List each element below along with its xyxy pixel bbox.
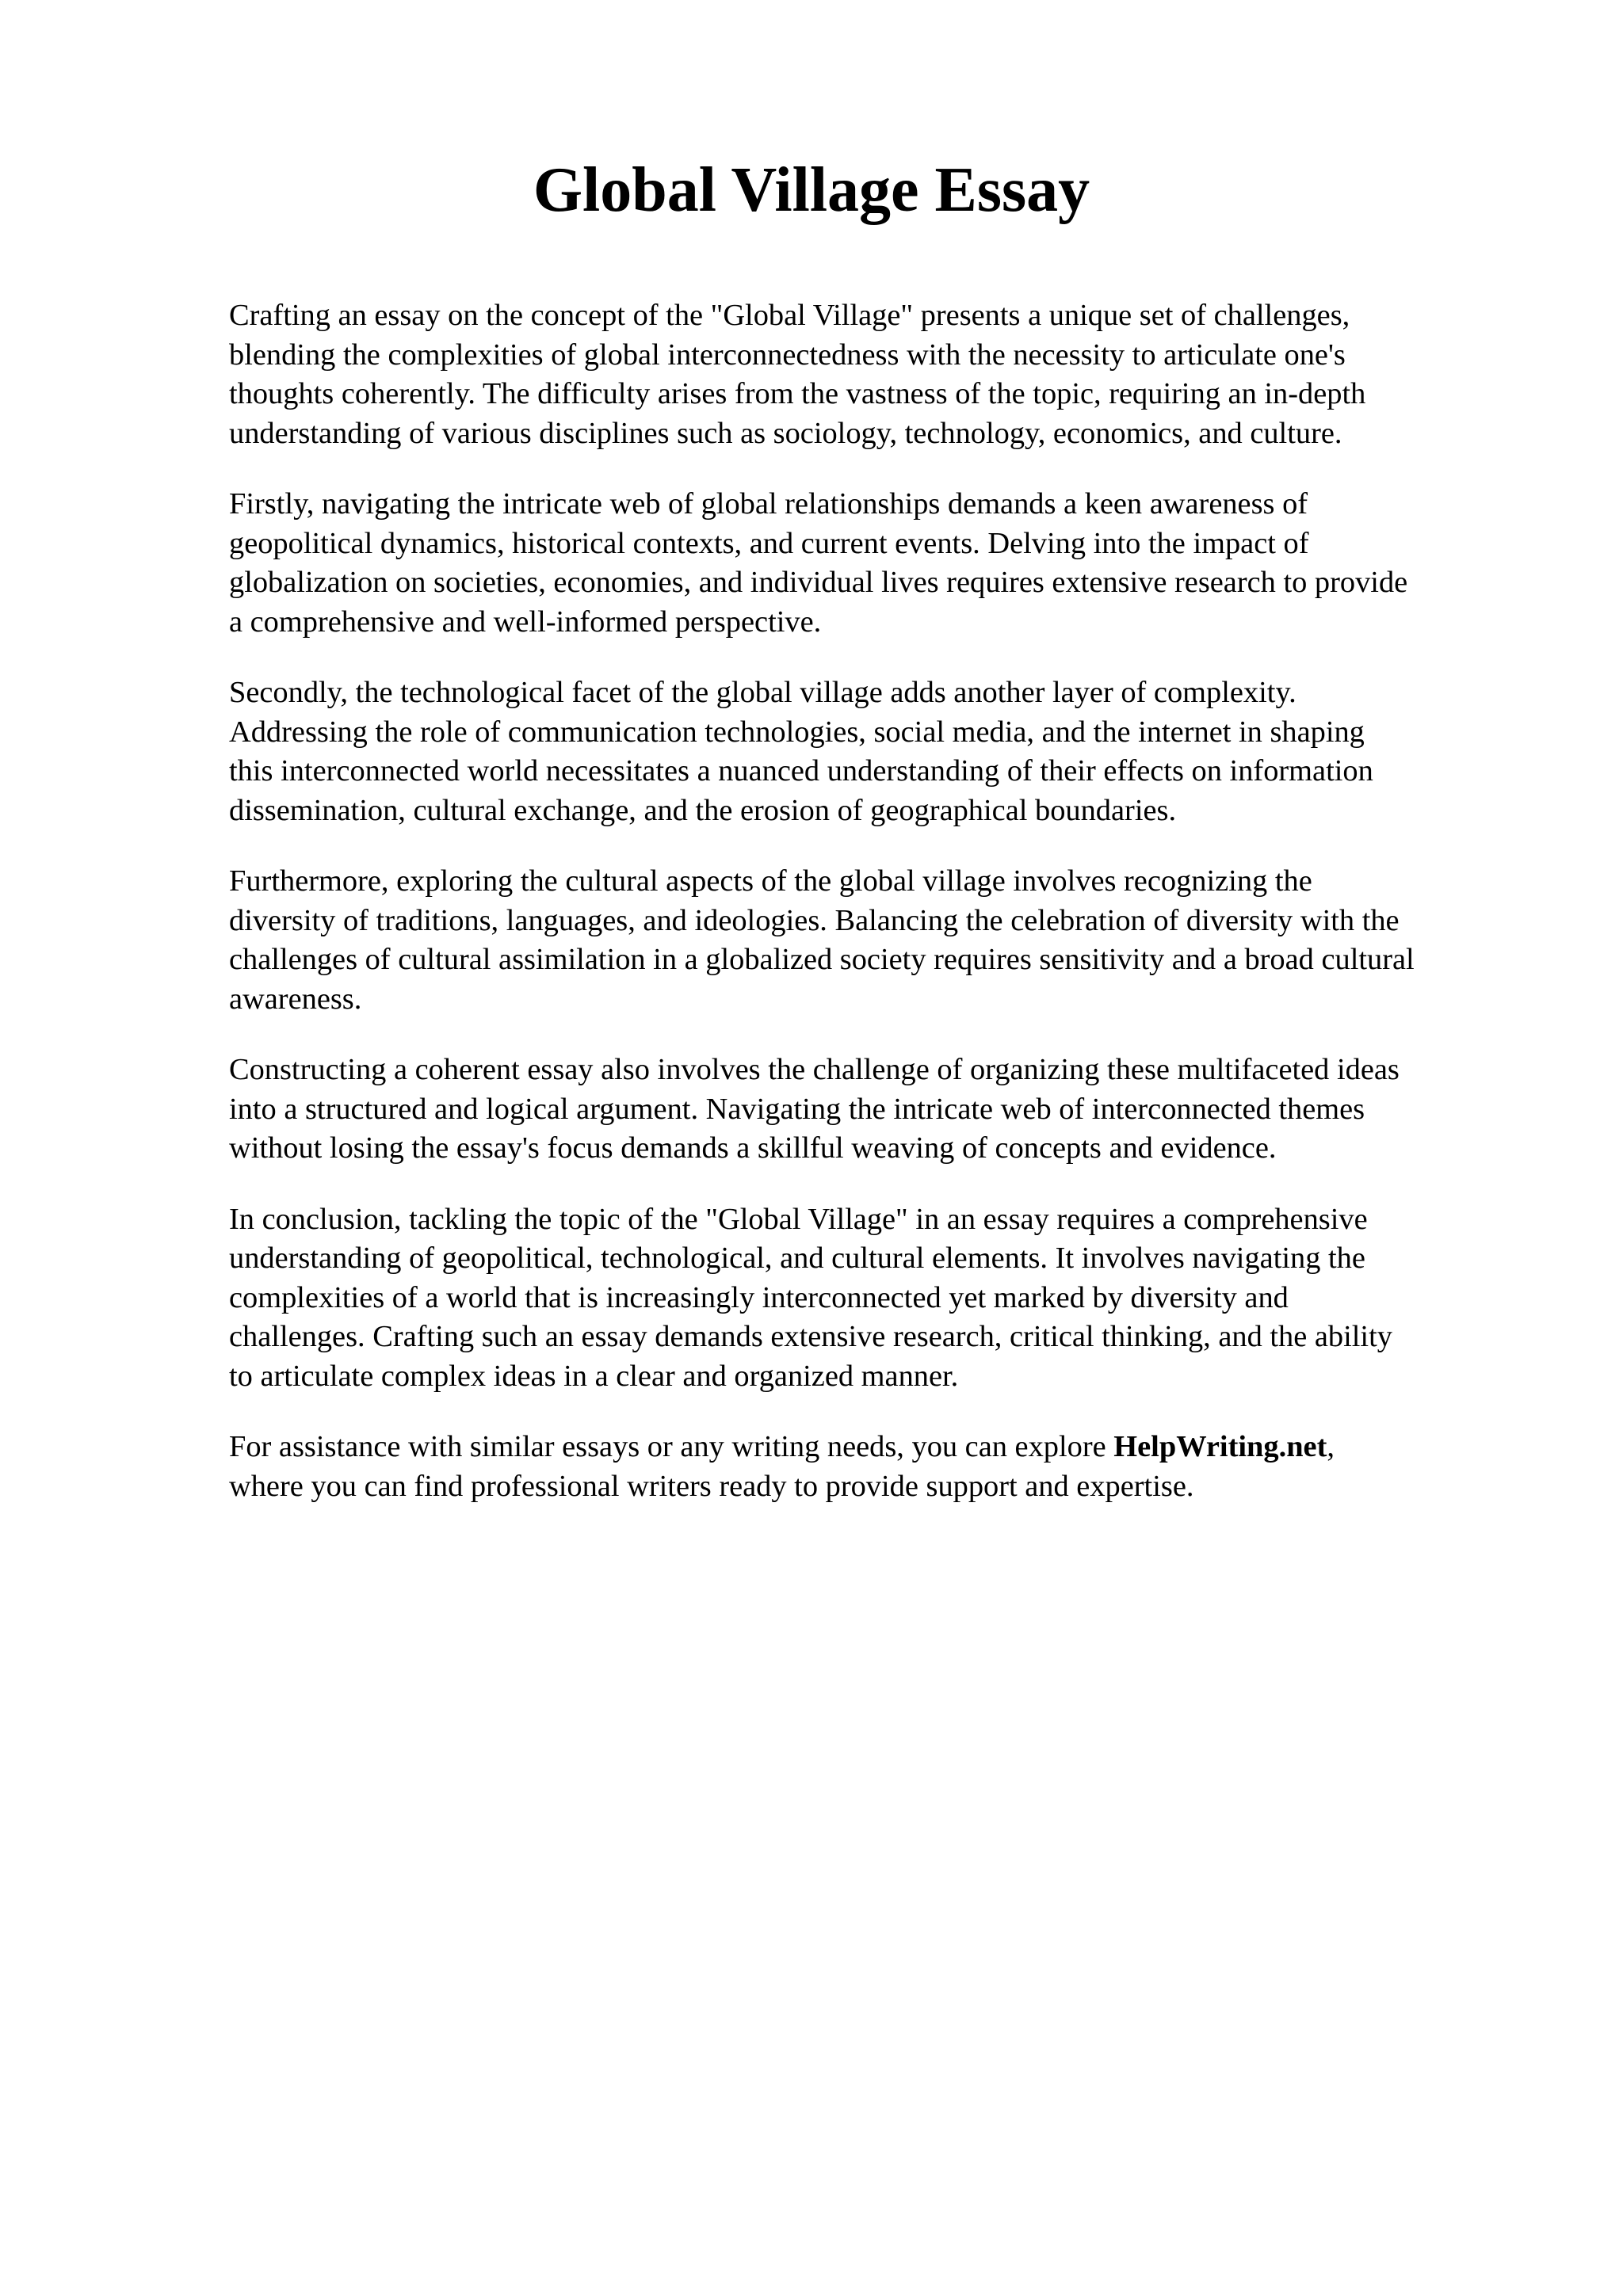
page-title: Global Village Essay <box>533 155 1090 225</box>
paragraph-culture: Furthermore, exploring the cultural aspects of the global village involves recognizing the diversity of traditions, languages, and ideologies. Balancing the celebration of diversity with the challenges of cultural assimilation in a globalized society requires sensitivity and a broad cultural awareness. <box>229 864 1415 1016</box>
closing-text-before: For assistance with similar essays or any writing needs, you can explore <box>229 1430 1114 1463</box>
paragraph-structure: Constructing a coherent essay also involves the challenge of organizing these multifaceted ideas into a structured and logical argument. Navigating the intricate web of interconnected themes without losing the essay's focus demands a skillful weaving of concepts and evidence. <box>229 1053 1400 1165</box>
paragraph-closing <box>229 1428 1592 1506</box>
paragraph-conclusion: In conclusion, tackling the topic of the "Global Village" in an essay requires a comprehensive understanding of geopolitical, technological, and cultural elements. It involves navigating the complexities of a world that is increasingly interconnected yet marked by diversity and challenges. Crafting such an essay demands extensive research, critical thinking, and the ability to articulate complex ideas in a clear and organized manner. <box>229 1202 1392 1393</box>
paragraph-intro: Crafting an essay on the concept of the "Global Village" presents a unique set of challenges, blending the complexities of global interconnectedness with the necessity to articulate one's thoughts coherently. The difficulty arises from the vastness of the topic, requiring an in-depth understanding of various disciplines such as sociology, technology, economics, and culture. <box>229 299 1366 450</box>
paragraph-geopolitics: Firstly, navigating the intricate web of global relationships demands a keen awareness of geopolitical dynamics, historical contexts, and current events. Delving into the impact of globalization on societies, economies, and individual lives requires extensive research to provide a comprehensive and well-informed perspective. <box>229 487 1408 639</box>
closing-text-after: , where you can find professional writers ready to provide support and expertise. <box>229 1430 1335 1503</box>
brand-link[interactable]: HelpWriting.net <box>1113 1430 1327 1463</box>
paragraph-technology: Secondly, the technological facet of the global village adds another layer of complexity. Addressing the role of communication technologies, social media, and the internet in shaping this interconnected world necessitates a nuanced understanding of their effects on information dissemination, cultural exchange, and the erosion of geographical boundaries. <box>229 676 1373 827</box>
essay-body <box>229 296 1592 1538</box>
